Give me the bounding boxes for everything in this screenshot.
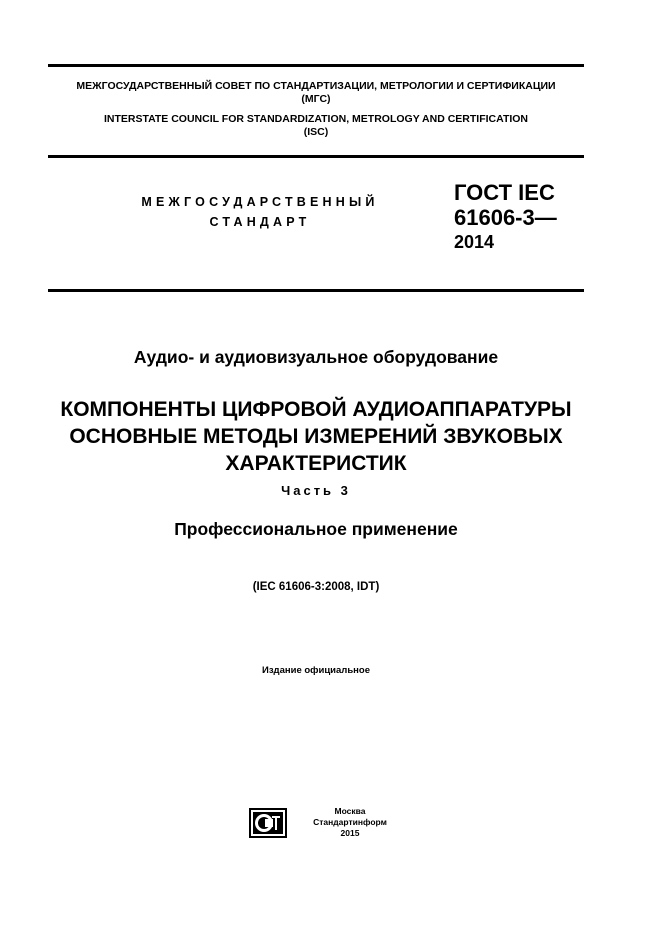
part-name: Профессиональное применение: [174, 519, 458, 539]
gost-year: 2014: [454, 232, 495, 252]
title-line3: ХАРАКТЕРИСТИК: [225, 452, 407, 475]
publisher-name: Стандартинформ: [313, 817, 387, 827]
council-ru: [48, 80, 584, 106]
council-ru-abbr: (МГС): [301, 93, 331, 105]
council-en-abbr: (ISC): [303, 126, 329, 138]
top-rule: [48, 64, 584, 67]
standard-kind-line2: СТАНДАРТ: [209, 215, 311, 229]
standard-kind: [120, 192, 400, 232]
council-ru-name: МЕЖГОСУДАРСТВЕННЫЙ СОВЕТ ПО СТАНДАРТИЗАЦИИ, МЕТРОЛОГИИ И СЕРТИФИКАЦИИ: [76, 80, 556, 92]
designation-rule: [48, 289, 584, 292]
header-rule: [48, 155, 584, 158]
international-reference: (IEC 61606-3:2008, IDT): [252, 581, 380, 593]
gost-line2: 61606-3—: [454, 205, 557, 230]
council-en: [48, 113, 584, 139]
title-line1: КОМПОНЕНТЫ ЦИФРОВОЙ АУДИОАППАРАТУРЫ: [60, 398, 572, 421]
part-number: Часть 3: [281, 483, 351, 498]
council-en-name: INTERSTATE COUNCIL FOR STANDARDIZATION, METROLOGY AND CERTIFICATION: [103, 113, 529, 125]
title-line2: ОСНОВНЫЕ МЕТОДЫ ИЗМЕРЕНИЙ ЗВУКОВЫХ: [69, 425, 563, 448]
gost-line1: ГОСТ IEC: [454, 180, 555, 205]
document-title: [48, 396, 584, 477]
document-subtitle: Аудио- и аудиовизуальное оборудование: [133, 347, 499, 367]
edition-note: Издание официальное: [262, 665, 370, 676]
standard-kind-line1: МЕЖГОСУДАРСТВЕННЫЙ: [141, 195, 379, 209]
publisher-info: [300, 806, 400, 839]
standartinform-logo-icon: [249, 808, 287, 838]
gost-designation: [454, 180, 594, 255]
publisher-year: 2015: [340, 828, 360, 838]
publisher-city: Москва: [334, 806, 366, 816]
